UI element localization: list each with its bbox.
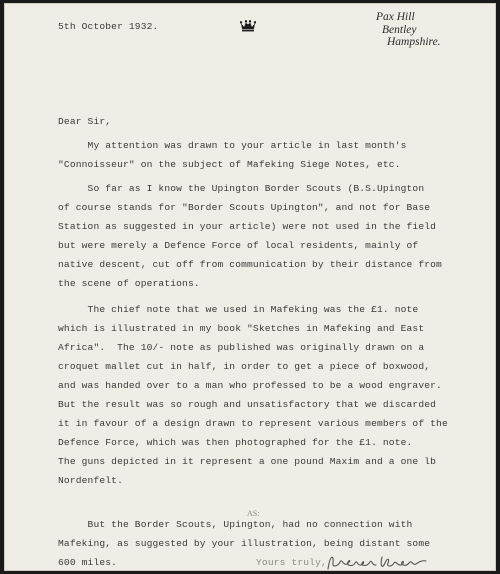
body-line: Africa". The 10/- note as published was originally drawn on a	[58, 342, 425, 353]
body-line: But the Border Scouts, Upington, had no connection with	[58, 519, 413, 530]
body-line: So far as I know the Upington Border Scouts (B.S.Upington	[58, 183, 425, 194]
signature	[324, 551, 434, 571]
body-line: which is illustrated in my book "Sketches in Mafeking and East	[58, 323, 425, 334]
address-line: Hampshire.	[387, 36, 441, 48]
body-line: it in favour of a design drawn to represent various members of the	[58, 418, 448, 429]
body-line: My attention was drawn to your article in last month's	[58, 140, 407, 151]
body-line: Nordenfelt.	[58, 475, 123, 486]
body-line: Station as suggested in your article) were not used in the field	[58, 221, 437, 232]
typist-initials: AS:	[247, 509, 260, 518]
body-line: Defence Force, which was then photographed for the £1. note.	[58, 437, 413, 448]
body-line: The chief note that we used in Mafeking was the £1. note	[58, 304, 419, 315]
body-line: of course stands for "Border Scouts Upington", and not for Base	[58, 202, 431, 213]
body-line: "Connoisseur" on the subject of Mafeking Siege Notes, etc.	[58, 159, 401, 170]
body-line: croquet mallet cut in half, in order to get a piece of boxwood,	[58, 361, 431, 372]
body-line: the scene of operations.	[58, 278, 200, 289]
body-line: Mafeking, as suggested by your illustration, being distant some	[58, 538, 431, 549]
body-line: and was handed over to a man who professed to be a wood engraver.	[58, 380, 442, 391]
closing: Yours truly,	[256, 557, 327, 568]
letterhead-address	[376, 11, 441, 49]
body-line: 600 miles.	[58, 557, 118, 568]
address-line: Pax Hill	[376, 11, 415, 23]
body-line: The guns depicted in it represent a one pound Maxim and a one lb	[58, 456, 437, 467]
address-line: Bentley	[382, 23, 417, 36]
body-line: native descent, cut off from communication by their distance from	[58, 259, 442, 270]
crown-icon	[240, 19, 256, 32]
salutation: Dear Sir,	[58, 116, 112, 127]
body-line: but were merely a Defence Force of local residents, mainly of	[58, 240, 419, 251]
body-line: But the result was so rough and unsatisfactory that we discarded	[58, 399, 437, 410]
letter-page	[4, 3, 496, 571]
letter-date: 5th October 1932.	[58, 21, 159, 32]
